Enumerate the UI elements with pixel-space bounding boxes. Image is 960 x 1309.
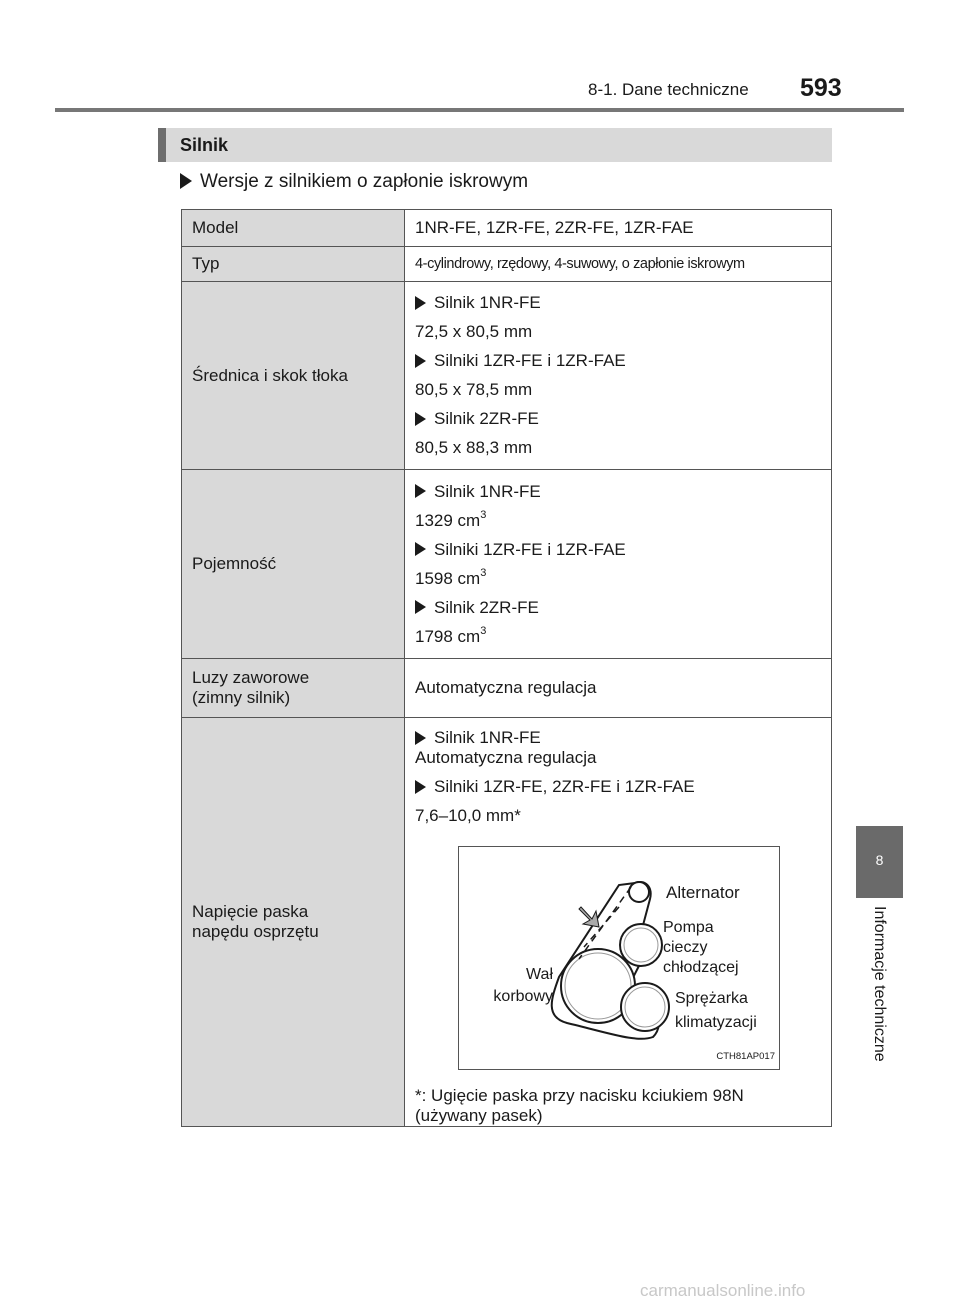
crankshaft-label-line: Wał xyxy=(526,966,553,983)
pump-label-line: cieczy xyxy=(663,939,708,956)
belt-diagram xyxy=(458,846,780,1070)
arrow-icon xyxy=(415,412,426,426)
chapter-tab xyxy=(856,826,903,898)
figure-code: CTH81AP017 xyxy=(716,1051,775,1062)
capacity-engine: Silnik 1NR-FE xyxy=(434,481,541,501)
bore-engine: Silnik 2ZR-FE xyxy=(434,409,539,428)
footnote xyxy=(415,1086,831,1126)
model-value: 1NR-FE, 1ZR-FE, 2ZR-FE, 1ZR-FAE xyxy=(405,210,832,247)
belt-label-line: Napięcie paska xyxy=(192,902,309,921)
arrow-icon xyxy=(180,173,192,189)
compressor-label-line: klimatyzacji xyxy=(675,1014,757,1031)
pump-label xyxy=(663,918,739,978)
table-row xyxy=(182,470,832,659)
arrow-icon xyxy=(415,354,426,368)
table-row xyxy=(182,659,832,718)
subheading xyxy=(180,171,528,193)
valve-label xyxy=(182,659,405,718)
capacity-value: 1329 cm xyxy=(415,510,481,530)
capacity-value: 1798 cm xyxy=(415,626,481,646)
belt-label-line: napędu osprzętu xyxy=(192,922,319,941)
bore-value: 72,5 x 80,5 mm xyxy=(415,322,533,341)
pump-label-line: chłodzącej xyxy=(663,959,739,976)
belt-value: 7,6–10,0 mm* xyxy=(415,806,521,825)
footnote-line: *: Ugięcie paska przy nacisku kciukiem 98N xyxy=(415,1086,744,1105)
arrow-icon xyxy=(415,296,426,310)
page-number: 593 xyxy=(800,74,842,102)
bore-label: Średnica i skok tłoka xyxy=(182,282,405,470)
type-label: Typ xyxy=(182,247,405,282)
pump-label-line: Pompa xyxy=(663,919,714,936)
crankshaft-label xyxy=(481,964,553,1008)
arrow-icon xyxy=(415,484,426,498)
chapter-number: 8 xyxy=(875,852,884,868)
bore-value: 80,5 x 78,5 mm xyxy=(415,380,533,399)
table-row xyxy=(182,282,832,470)
belt-engine: Silniki 1ZR-FE, 2ZR-FE i 1ZR-FAE xyxy=(434,777,695,796)
type-value: 4-cylindrowy, rzędowy, 4-suwowy, o zapłonie iskrowym xyxy=(405,247,832,282)
crankshaft-label-line: korbowy xyxy=(493,988,553,1005)
belt-value: Automatyczna regulacja xyxy=(415,748,597,767)
arrow-icon xyxy=(415,600,426,614)
header-rule xyxy=(55,108,904,112)
bore-values xyxy=(405,282,832,470)
capacity-engine: Silniki 1ZR-FE i 1ZR-FAE xyxy=(434,539,626,559)
compressor-label xyxy=(675,987,757,1035)
section-title: Silnik xyxy=(180,135,229,155)
arrow-icon xyxy=(415,542,426,556)
bore-engine: Silnik 1NR-FE xyxy=(434,293,541,312)
table-row xyxy=(182,247,832,282)
section-title-bar xyxy=(158,128,832,162)
arrow-icon xyxy=(415,731,426,745)
valve-label-line: (zimny silnik) xyxy=(192,688,291,707)
watermark: carmanualsonline.info xyxy=(640,1281,806,1300)
superscript: 3 xyxy=(480,624,487,637)
header-section-title: 8-1. Dane techniczne xyxy=(588,80,749,99)
bore-engine: Silniki 1ZR-FE i 1ZR-FAE xyxy=(434,351,626,370)
valve-value: Automatyczna regulacja xyxy=(405,659,832,718)
superscript: 3 xyxy=(480,508,487,521)
chapter-title: Informacje techniczne xyxy=(871,906,888,1062)
superscript: 3 xyxy=(480,566,487,579)
subheading-text: Wersje z silnikiem o zapłonie iskrowym xyxy=(200,171,529,192)
capacity-value: 1598 cm xyxy=(415,568,481,588)
bore-value: 80,5 x 88,3 mm xyxy=(415,438,533,457)
belt-engine: Silnik 1NR-FE xyxy=(434,728,541,747)
spec-table xyxy=(181,209,832,1127)
model-label: Model xyxy=(182,210,405,247)
valve-label-line: Luzy zaworowe xyxy=(192,668,310,687)
capacity-label: Pojemność xyxy=(182,470,405,659)
belt-values xyxy=(405,718,832,1127)
footnote-line: (używany pasek) xyxy=(415,1106,543,1125)
table-row xyxy=(182,210,832,247)
arrow-icon xyxy=(415,780,426,794)
belt-label xyxy=(182,718,405,1127)
compressor-label-line: Sprężarka xyxy=(675,990,748,1007)
table-row xyxy=(182,718,832,1127)
alternator-label: Alternator xyxy=(666,883,740,902)
capacity-values xyxy=(405,470,832,659)
capacity-engine: Silnik 2ZR-FE xyxy=(434,597,539,617)
